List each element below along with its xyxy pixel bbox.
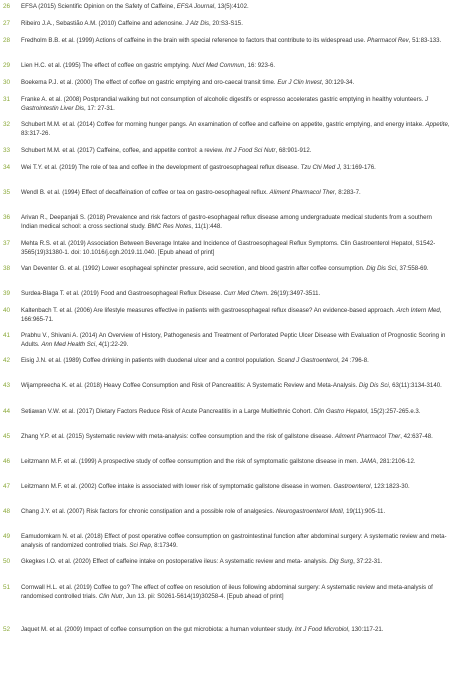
reference-text: Boekema P.J. et al. (2000) The effect of coffee on gastric emptying and oro-caecal transit time. Eur J Clin Invest, 30:129-34. xyxy=(21,79,355,86)
reference-text: Van Deventer G. et al. (1992) Lower esophageal sphincter pressure, acid secretion, and blood gastrin after coffee consumption. Dig Dis Sci, 37:558-69. xyxy=(21,265,429,272)
reference-text: Ribeiro J.A., Sebastião A.M. (2010) Caffeine and adenosine. J Alz Dis, 20:S3-S15. xyxy=(21,20,243,27)
reference-number: 43 xyxy=(3,382,11,389)
reference-number: 32 xyxy=(3,121,11,128)
reference-number: 52 xyxy=(3,626,11,633)
reference-text: EFSA (2015) Scientific Opinion on the Safety of Caffeine, EFSA Journal, 13(5):4102. xyxy=(21,3,249,10)
reference-number: 29 xyxy=(3,62,11,69)
reference-number: 38 xyxy=(3,265,11,272)
reference-text: Kaltenbach T. et al. (2006) Are lifestyle measures effective in patients with gastroesophageal reflux disease? An evidence-based approach. Arch Intern Med, 166:965-71. xyxy=(21,307,442,323)
reference-number: 44 xyxy=(3,408,11,415)
reference-number: 49 xyxy=(3,533,11,540)
reference-number: 46 xyxy=(3,458,11,465)
reference-number: 48 xyxy=(3,508,11,515)
reference-text: Eisig J.N. et al. (1989) Coffee drinking in patients with duodenal ulcer and a control population. Scand J Gastroenterol, 24 :796-8. xyxy=(21,357,369,364)
reference-number: 28 xyxy=(3,37,11,44)
reference-text: Leitzmann M.F. et al. (2002) Coffee intake is associated with lower risk of symptomatic gallstone disease in women. Gastroenterol, 123:1823-30. xyxy=(21,483,410,490)
reference-number: 51 xyxy=(3,584,11,591)
reference-text: Gkegkes I.O. et al. (2020) Effect of caffeine intake on postoperative ileus: A systematic review and meta- analysis. Dig Surg, 37:22-31. xyxy=(21,558,383,565)
reference-number: 27 xyxy=(3,20,11,27)
reference-number: 41 xyxy=(3,332,11,339)
reference-number: 30 xyxy=(3,79,11,86)
reference-number: 34 xyxy=(3,164,11,171)
reference-number: 33 xyxy=(3,147,11,154)
reference-text: Wijarnpreecha K. et al. (2018) Heavy Coffee Consumption and Risk of Pancreatitis: A Systematic Review and Meta-Analysis. Dig Dis Sci, 63(11):3134-3140. xyxy=(21,382,442,389)
reference-number: 31 xyxy=(3,96,11,103)
reference-number: 42 xyxy=(3,357,11,364)
reference-text: Cornwall H.L. et al. (2019) Coffee to go? The effect of coffee on resolution of ileus following abdominal surgery: A systematic review and meta-analysis of randomised controlled trials. Clin Nutr, Jun 13. pii: S0261-5614(19)30258-4. [Epub ahead of print] xyxy=(21,584,433,600)
reference-text: Wei T.Y. et al. (2019) The role of tea and coffee in the development of gastroesophageal reflux disease. Tzu Chi Med J, 31:169-176. xyxy=(21,164,376,171)
reference-number: 40 xyxy=(3,307,11,314)
reference-number: 45 xyxy=(3,433,11,440)
reference-text: Jaquet M. et al. (2009) Impact of coffee consumption on the gut microbiota: a human volunteer study. Int J Food Microbiol, 130:117-21. xyxy=(21,626,384,633)
reference-text: Franke A. et al. (2008) Postprandial walking but not consumption of alcoholic digestifs or espresso accelerates gastric emptying in healthy volunteers. J Gastrointestin Liver Dis, 17: 27-31. xyxy=(21,96,429,112)
reference-number: 50 xyxy=(3,558,11,565)
reference-text: Fredholm B.B. et al. (1999) Actions of caffeine in the brain with special reference to factors that contribute to its widespread use. Pharmacol Rev, 51:83-133. xyxy=(21,37,442,44)
reference-text: Arivan R., Deepanjali S. (2018) Prevalence and risk factors of gastro-esophageal reflux disease among undergraduate medical students from a southern Indian medical school: a cross sectional study. BMC Res Notes, 11(1):448. xyxy=(21,214,432,230)
reference-text: Mehta R.S. et al. (2019) Association Between Beverage Intake and Incidence of Gastroesophageal Reflux Symptoms. Clin Gastroenterol Hepatol, S1542-3565(19)31380-1. doi: 10.1016/j.cgh.2019.11.040. [Epub ahead of print] xyxy=(21,240,436,256)
reference-number: 26 xyxy=(3,3,11,10)
reference-text: Leitzmann M.F. et al. (1999) A prospective study of coffee consumption and the risk of symptomatic gallstone disease in men. JAMA, 281:2106-12. xyxy=(21,458,416,465)
reference-text: Setiawan V.W. et al. (2017) Dietary Factors Reduce Risk of Acute Pancreatitis in a Large Multiethnic Cohort. Clin Gastro Hepatol, 15(2):257-265.e.3. xyxy=(21,408,421,415)
reference-text: Lien H.C. et al. (1995) The effect of coffee on gastric emptying. Nucl Med Commun, 16: 923-6. xyxy=(21,62,276,69)
reference-text: Schubert M.M. et al. (2014) Coffee for morning hunger pangs. An examination of coffee and caffeine on appetite, gastric emptying, and energy intake. Appetite, 83:317-26. xyxy=(21,121,450,137)
reference-text: Wendl B. et al. (1994) Effect of decaffeination of coffee or tea on gastro-oesophageal reflux. Aliment Pharmacol Ther, 8:283-7. xyxy=(21,189,361,196)
reference-number: 37 xyxy=(3,240,11,247)
reference-number: 39 xyxy=(3,290,11,297)
reference-text: Schubert M.M. et al. (2017) Caffeine, coffee, and appetite control: a review. Int J Food Sci Nutr, 68:901-912. xyxy=(21,147,312,154)
reference-text: Zhang Y.P. et al. (2015) Systematic review with meta-analysis: coffee consumption and the risk of gallstone disease. Aliment Pharmacol Ther, 42:637-48. xyxy=(21,433,433,440)
reference-number: 36 xyxy=(3,214,11,221)
reference-number: 35 xyxy=(3,189,11,196)
reference-text: Surdea-Blaga T. et al. (2019) Food and Gastroesophageal Reflux Disease. Curr Med Chem. 26(19):3497-3511. xyxy=(21,290,321,297)
reference-number: 47 xyxy=(3,483,11,490)
reference-text: Prabhu V., Shivani A. (2014) An Overview of History, Pathogenesis and Treatment of Perforated Peptic Ulcer Disease with Evaluation of Prognostic Scoring in Adults. Ann Med Health Sci, 4(1):22-29. xyxy=(21,332,446,348)
reference-text: Eamudomkarn N. et al. (2018) Effect of post operative coffee consumption on gastrointestinal function after abdominal surgery: A systematic review and meta-analysis of randomized controlled trials. Sci Rep, 8:17349. xyxy=(21,533,447,549)
reference-text: Chang J.Y. et al. (2007) Risk factors for chronic constipation and a possible role of analgesics. Neurogastroenterol Motil, 19(11):905-11. xyxy=(21,508,386,515)
